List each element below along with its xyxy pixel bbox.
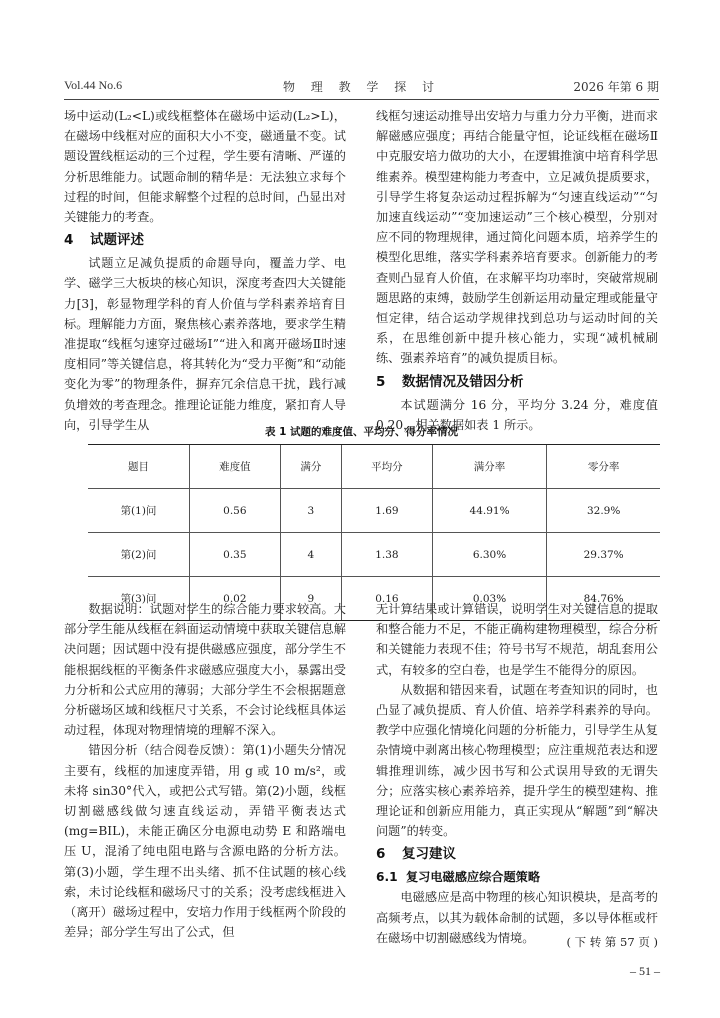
table-cell: 9 bbox=[280, 577, 341, 621]
table-header-cell: 题目 bbox=[88, 445, 190, 489]
header-rule bbox=[64, 99, 659, 100]
right-column-bottom bbox=[376, 599, 658, 948]
table-header-cell: 满分 bbox=[280, 445, 341, 489]
section-heading-4: 4 试题评述 bbox=[64, 232, 144, 249]
table-header-cell: 平均分 bbox=[342, 445, 433, 489]
table-cell: 0.35 bbox=[190, 533, 281, 577]
table-cell: 4 bbox=[280, 533, 341, 577]
table-header-row bbox=[88, 445, 660, 489]
left-column-bottom bbox=[64, 599, 346, 942]
paragraph: 错因分析（结合阅卷反馈）：第(1)小题失分情况主要有，线框的加速度弄错，用 g 或 10 m/s²，或未将 sin30°代入，或把公式写错。第(2)小题，线框切割磁感线做匀速直线运动，弄错平衡表达式(mg=BIL)，未能正确区分电源电动势 E 和路端电压 U，混淆了纯电阻电路与含源电路的分析方法。第(3)小题，学生理不出头绪、抓不住试题的核心线索，未讨论线框和磁场尺寸的关系；没考虑线框进入（离开）磁场过程中，安培力作用于线框两个阶段的差异；部分学生写出了公式，但 bbox=[64, 743, 346, 940]
table-header-cell: 零分率 bbox=[547, 445, 660, 489]
paragraph: 无计算结果或计算错误，说明学生对关键信息的提取和整合能力不足，不能正确构建物理模型，综合分析和关键能力表现不佳；符号书写不规范，胡乱套用公式，有较多的空白卷，也是学生不能得分的原因。 bbox=[376, 602, 658, 677]
continued-note: ( 下 转 第 57 页 ) bbox=[566, 935, 658, 949]
table-cell: 0.02 bbox=[190, 577, 281, 621]
table-header-cell: 满分率 bbox=[432, 445, 547, 489]
table-caption: 表 1 试题的难度值、平均分、得分率情况 bbox=[264, 426, 459, 438]
table-cell: 29.37% bbox=[547, 533, 660, 577]
table-cell: 第(2)问 bbox=[88, 533, 190, 577]
table-cell: 3 bbox=[280, 489, 341, 533]
journal-title: 物 理 教 学 探 讨 bbox=[282, 80, 441, 94]
section-heading-6: 6 复习建议 bbox=[376, 846, 456, 863]
volume-number: Vol.44 No.6 bbox=[64, 78, 123, 92]
table-cell: 0.03% bbox=[432, 577, 547, 621]
table-row bbox=[88, 533, 660, 577]
subsection-heading-6-1: 6.1 复习电磁感应综合题策略 bbox=[376, 870, 541, 885]
table-row bbox=[88, 489, 660, 533]
paragraph: 线框匀速运动推导出安培力与重力分力平衡，进而求解磁感应强度；再结合能量守恒，论证线框在磁场Ⅱ中克服安培力做功的大小，在逻辑推演中培育科学思维素养。模型建构能力考查中，立足减负提质要求，引导学生将复杂运动过程拆解为“匀速直线运动”“匀加速直线运动”“变加速运动”三个核心模型，分别对应不同的物理规律，通过简化问题本质，培养学生的模型化思维，落实学科素养培育要求。创新能力的考查则凸显育人价值，在求解平均功率时，突破常规刷题思路的束缚，鼓励学生创新运用动量定理或能量守恒定律，结合运动学规律找到总功与运动时间的关系，在思维创新中提升核心能力，实现“减机械刷练、强素养培育”的减负提质目标。 bbox=[376, 109, 658, 366]
table-cell: 第(1)问 bbox=[88, 489, 190, 533]
table-cell: 0.16 bbox=[342, 577, 433, 621]
table-cell: 0.56 bbox=[190, 489, 281, 533]
data-table bbox=[88, 444, 660, 621]
paragraph: 电磁感应是高中物理的核心知识模块，是高考的高频考点，以其为载体命制的试题，多以导体框或杆在磁场中切割磁感线为情境。 bbox=[376, 890, 658, 945]
table-header-cell: 难度值 bbox=[190, 445, 281, 489]
section-heading-5: 5 数据情况及错因分析 bbox=[376, 373, 524, 390]
paragraph: 从数据和错因来看，试题在考查知识的同时，也凸显了减负提质、育人价值、培养学科素养的导向。教学中应强化情境化问题的分析能力，引导学生从复杂情境中剥离出核心物理模型；应注重规范表达和逻辑推理训练，减少因书写和公式误用导致的无谓失分；应落实核心素养培养，提升学生的模型建构、推理论证和创新应用能力，真正实现从“解题”到“解决问题”的转变。 bbox=[376, 682, 658, 839]
left-column-top bbox=[64, 106, 346, 435]
page-number: – 51 – bbox=[630, 964, 660, 978]
table-cell: 44.91% bbox=[432, 489, 547, 533]
paragraph: 本试题满分 16 分，平均分 3.24 分，难度值 0.20，相关数据如表 1 所示。 bbox=[376, 397, 658, 432]
table-cell: 32.9% bbox=[547, 489, 660, 533]
table-cell: 6.30% bbox=[432, 533, 547, 577]
table-cell: 84.76% bbox=[547, 577, 660, 621]
paragraph: 场中运动(L₂<L)或线框整体在磁场中运动(L₂>L)，在磁场中线框对应的面积大小不变，磁通量不变。试题设置线框运动的三个过程，学生要有清晰、严谨的分析思维能力。试题命制的精华是：无法独立求每个过程的时间，但能求解整个过程的总时间，凸显出对关键能力的考查。 bbox=[64, 109, 346, 225]
table-cell: 1.69 bbox=[342, 489, 433, 533]
paragraph: 数据说明：试题对学生的综合能力要求较高。大部分学生能从线框在斜面运动情境中获取关键信息解决问题；因试题中没有提供磁感应强度，部分学生不能根据线框的平衡条件求磁感应强度大小，暴露出受力分析和公式应用的薄弱；大部分学生不会根据题意分析磁场区域和线框尺寸关系，不会讨论线框具体运动过程，体现对物理情境的理解不深入。 bbox=[64, 602, 346, 738]
table-cell: 1.38 bbox=[342, 533, 433, 577]
table-cell: 第(3)问 bbox=[88, 577, 190, 621]
issue-label: 2026 年第 6 期 bbox=[573, 80, 659, 94]
right-column-top bbox=[376, 106, 658, 435]
paragraph: 试题立足减负提质的命题导向，覆盖力学、电学、磁学三大板块的核心知识，深度考查四大关键能力[3]，彰显物理学科的育人价值与学科素养培育目标。理解能力方面，聚焦核心素养落地，要求学生精准提取“线框匀速穿过磁场Ⅰ”“进入和离开磁场Ⅱ时速度相同”等关键信息，将其转化为“受力平衡”和“动能变化为零”的物理条件，摒弃冗余信息干扰，践行减负增效的考查理念。推理论证能力维度，紧扣育人导向，引导学生从 bbox=[64, 256, 346, 432]
running-header bbox=[64, 78, 659, 98]
